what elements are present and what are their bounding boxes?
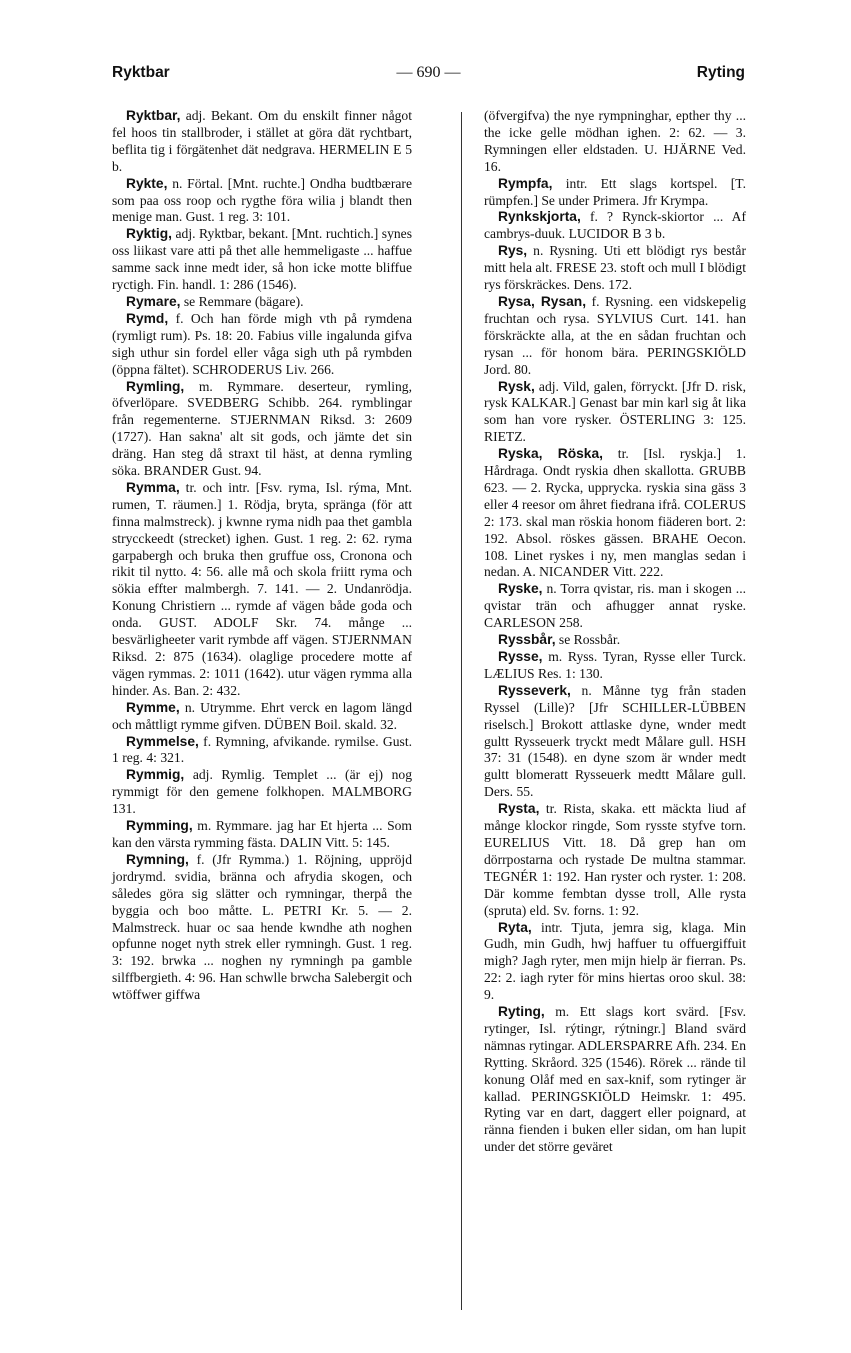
page-number: — 690 — bbox=[396, 64, 461, 81]
dictionary-entry bbox=[484, 683, 746, 801]
entry-text: n. Förtal. [Mnt. ruchte.] Ondha budtbærare som paa oss roop och rygthe föra wilia j blandt then menige man. Gust. 1 reg. 3: 101. bbox=[112, 175, 412, 225]
left-column bbox=[112, 108, 412, 1004]
dictionary-entry bbox=[112, 176, 412, 227]
entry-text: m. Rymmare. deserteur, rymling, öfverlöpare. SVEDBERG Schibb. 264. rymblingar från regementerne. STJERNMAN Riksd. 3: 2609 (1727). Han sakna' alt sit gods, och jämte det sin dräng. Han steg då straxt til häst, at denna rymling söka. BRANDER Gust. 94. bbox=[112, 378, 412, 479]
entry-text: tr. och intr. [Fsv. ryma, Isl. rýma, Mnt. rumen, T. räumen.] 1. Rödja, bryta, spränga (för att finna malmstreck). j kwnne ryma nidh paa thet gambla strycckeedt (strecket) ighen. Gust. 1 reg. 2: 62. ryma garpabergh och bruka then gruffue oss, Cronona och rikit til nytto. 4: 56. alle må och skola friitt ryma och sökia effter malmbergh. 7. 141. — 2. Undanrödja. Konung Christiern ... rymde af vägen både goda och onda. GUST. ADOLF Skr. 74. månge ... besvärligheeter varit rymbde aff vägen. STJERNMAN Riksd. 2: 875 (1634). olaglige procedere motte af vägen rymmas. 2: 1011 (1642). utur vägen rymma alla hinder. As. Ban. 2: 432. bbox=[112, 479, 412, 698]
entry-text: f. (Jfr Rymma.) 1. Röjning, uppröjd jordrymd. svidia, bränna och afrydia skogen, och således göra sig slätter och rymningar, therpå the byggia och boo måtte. L. PETRI Kr. 5. — 2. Malmstreck. huar oc saa hende kwndhe ath noghen opfunne noget nyth strek eller rymningh. Gust. 1 reg. 3: 192. brwka ... noghen ny rymningh pa gamble silffbergieth. 4: 96. Han schwlle brwcha Salebergit och wtöffwer giffwa bbox=[112, 851, 412, 1003]
dictionary-entry bbox=[112, 480, 412, 700]
dictionary-entry bbox=[112, 294, 412, 311]
entry-text: tr. Rista, skaka. ett mäckta liud af månge klockor ringde, Som rysste styfve torn. EURELIUS Vitt. 18. Då grep han om dörrpostarna och rystade De multna stammar. TEGNÉR 1: 192. Han ryster och ryster. 1: 208. Där komme fembtan dysse troll, Alle rysta (spruta) eld. Sv. forns. 1: 92. bbox=[484, 801, 746, 918]
headword: Rymming, bbox=[126, 818, 193, 834]
dictionary-entry bbox=[484, 446, 746, 581]
entry-text: n. Rysning. Uti ett blödigt rys består mitt hela alt. FRESE 23. stoft och mull I blödigt rys förskräckes. Dens. 172. bbox=[484, 243, 746, 293]
page-header bbox=[112, 64, 745, 86]
entry-text: se Rossbår. bbox=[555, 632, 621, 648]
entry-text: f. Rysning. een vidskepelig fruchtan och rysa. SYLVIUS Curt. 141. han förskräckte alla, at the en sådan fruchtan och rysan ... för honom bära. PERINGSKIÖLD Jord. 80. bbox=[484, 293, 746, 377]
entry-text: intr. Ett slags kortspel. [T. rümpfen.] Se under Primera. Jfr Krympa. bbox=[484, 175, 746, 208]
headword: Rys, bbox=[498, 243, 528, 259]
dictionary-entry bbox=[484, 176, 746, 210]
dictionary-entry bbox=[484, 379, 746, 447]
dictionary-entry bbox=[112, 767, 412, 818]
entry-text: adj. Ryktbar, bekant. [Mnt. ruchtich.] synes oss liikast vare atti på thet alle hemmeligaste ... haffue samme sack inne medt ider, så hon icke motte bliffue ryctigh. Fin. handl. 1: 286 (1546). bbox=[112, 226, 412, 293]
headword: Ryske, bbox=[498, 581, 543, 597]
headword: Rymare, bbox=[126, 293, 181, 309]
entry-text: n. Månne tyg från staden Ryssel (Lille)? [Jfr SCHILLER-LÜBBEN riselsch.] Brokott attlaske dyne, wnder medt gultt Rysseuerk tryckt medt Målare gull. HSH 37: 31 (1548). en dyne szom är wnder medt gultt blomeratt Rysseuerk medtt Målare gull. Ders. 55. bbox=[484, 682, 746, 800]
headword: Ryktig, bbox=[126, 226, 172, 242]
headword: Ryta, bbox=[498, 919, 532, 935]
headword: Rymma, bbox=[126, 479, 180, 495]
dictionary-entry bbox=[484, 649, 746, 683]
headword: Rysseverk, bbox=[498, 682, 571, 698]
headword: Rymd, bbox=[126, 310, 169, 326]
header-right-guideword: Ryting bbox=[696, 64, 745, 81]
entry-text: intr. Tjuta, jemra sig, klaga. Min Gudh, min Gudh, hwj haffuer tu offuergiffuit migh? Jagh ryter, men mijn hielp är fierran. Ps. 22: 2. iagh ryter för mins hiertas oroo skul. 38: 9. bbox=[484, 919, 746, 1003]
dictionary-entry bbox=[112, 852, 412, 1004]
headword: Rykte, bbox=[126, 175, 168, 191]
entry-text: n. Torra qvistar, ris. man i skogen ... qvistar trän och afhugger annat ryske. CARLESON 258. bbox=[484, 581, 746, 631]
right-column bbox=[484, 108, 746, 1156]
dictionary-entry bbox=[484, 581, 746, 632]
dictionary-entry bbox=[484, 801, 746, 919]
headword: Rymme, bbox=[126, 699, 180, 715]
entry-text: m. Ryss. Tyran, Rysse eller Turck. LÆLIUS Res. 1: 130. bbox=[484, 649, 746, 681]
header-left-guideword: Ryktbar bbox=[112, 64, 170, 81]
entry-text: tr. [Isl. ryskja.] 1. Hårdraga. Ondt ryskia dhen skallotta. GRUBB 623. — 2. Rycka, upprycka. ryskia sina gäss 3 eller 4 reesor om åhret fiedrana ifrå. COLERUS 2: 173. skal man röskia honom fiäderen bort. 2: 192. Absol. röskes gässen. BRAHE Oecon. 108. Linet ryskes i ny, men manglas sedan i nedan. A. NICANDER Vitt. 222. bbox=[484, 446, 747, 580]
headword: Rymmig, bbox=[126, 767, 185, 783]
headword: Ryssbår, bbox=[498, 632, 556, 648]
headword: Rysa, Rysan, bbox=[498, 293, 587, 309]
dictionary-entry bbox=[112, 379, 412, 480]
headword: Rymling, bbox=[126, 378, 185, 394]
entry-text: adj. Bekant. Om du enskilt finner något fel hoos tin stallbroder, i stället at göra dät rychtbart, beflita tig i förgätenhet dät nedgrava. HERMELIN E 5 b. bbox=[112, 108, 412, 174]
dictionary-entry bbox=[484, 243, 746, 294]
headword: Rynkskjorta, bbox=[498, 209, 581, 225]
entry-text: se Remmare (bägare). bbox=[180, 293, 304, 309]
continued-entry-text: (öfvergifva) the nye rympninghar, epther thy ... the icke gelle mödhan ighen. 2: 62. — 3. Rymningen eller eldstaden. U. HJÄRNE Ved. 16. bbox=[484, 108, 746, 174]
dictionary-entry bbox=[112, 108, 412, 176]
dictionary-entry bbox=[484, 1004, 746, 1156]
headword: Rymning, bbox=[126, 851, 189, 867]
dictionary-entry bbox=[484, 209, 746, 243]
entry-text: m. Ett slags kort svärd. [Fsv. rytinger, Isl. rýtingr, rýtningr.] Bland svärd nämnas rytingar. ADLERSPARRE Afh. 234. En Rytting. Skråord. 325 (1546). Rörek ... rände til konung Olåf med en sax-knif, som rytinger är kallad. PERINGSKIÖLD Heimskr. 1: 495. Ryting var en dart, daggert eller poignard, at ränna fienden i buken eller sidan, om han lupit under det större geväret bbox=[484, 1004, 746, 1155]
headword: Rympfa, bbox=[498, 175, 553, 191]
headword: Rysta, bbox=[498, 801, 540, 817]
dictionary-entry bbox=[112, 818, 412, 852]
entry-text: adj. Rymlig. Templet ... (är ej) nog rymmigt för den gemene folkhopen. MALMBORG 131. bbox=[112, 767, 412, 817]
headword: Rysk, bbox=[498, 378, 535, 394]
entry-text: n. Utrymme. Ehrt verck en lagom längd och måttligt rymme gifven. DÜBEN Boil. skald. 32. bbox=[112, 699, 412, 732]
headword: Ryska, Röska, bbox=[498, 446, 603, 462]
headword: Ryting, bbox=[498, 1004, 545, 1020]
headword: Rymmelse, bbox=[126, 733, 199, 749]
headword: Ryktbar, bbox=[126, 108, 181, 123]
dictionary-entry bbox=[112, 311, 412, 379]
dictionary-entry bbox=[484, 632, 746, 649]
entry-text: adj. Vild, galen, förryckt. [Jfr D. risk, rysk KALKAR.] Genast bar min karl sig åt lika som han vore rysker. ÖSTERLING 3: 125. RIETZ. bbox=[484, 378, 746, 445]
entry-text: f. Rymning, afvikande. rymilse. Gust. 1 reg. 4: 321. bbox=[112, 733, 412, 766]
entry-text: m. Rymmare. jag har Et hjerta ... Som kan den värsta rymming fästa. DALIN Vitt. 5: 145. bbox=[112, 818, 412, 850]
entry-text: f. ? Rynck-skiortor ... Af cambrys-duuk. LUCIDOR B 3 b. bbox=[484, 209, 746, 242]
dictionary-entry bbox=[112, 700, 412, 734]
dictionary-entry bbox=[484, 294, 746, 379]
column-divider bbox=[461, 112, 462, 1310]
dictionary-entry bbox=[112, 734, 412, 768]
dictionary-entry bbox=[112, 226, 412, 294]
headword: Rysse, bbox=[498, 649, 543, 664]
dictionary-entry bbox=[484, 920, 746, 1005]
entry-text: f. Och han förde migh vth på rymdena (rymligt rum). Ps. 18: 20. Fabius ville ingalunda gifva sigh uthur sin fordel eller våga sigh uth på rymbden (öppna fältet). SCHRODERUS Liv. 266. bbox=[112, 310, 412, 377]
